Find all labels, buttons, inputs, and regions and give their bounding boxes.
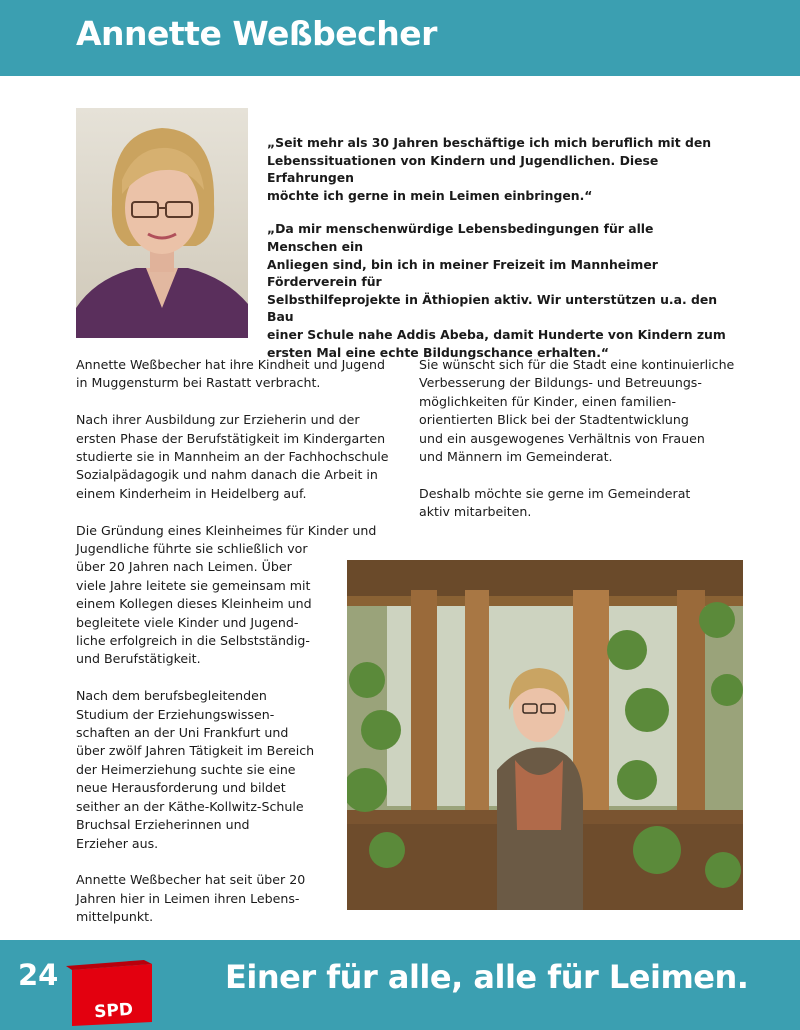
portrait-photo [76,108,248,338]
paragraph: Deshalb möchte sie gerne im Gemeinderat aktiv mitarbeiten. [419,485,691,520]
portrait-illustration [76,108,248,338]
paragraph: Annette Weßbecher hat ihre Kindheit und Jugend in Muggensturm bei Rastatt verbracht. [76,357,385,391]
paragraph: Nach dem berufsbegleitenden Studium der Erziehungswissen- schaften an der Uni Frankfurt und über zwölf Jahren Tätigkeit im Bereich der Heimerziehung suchte sie eine neue Herausforderung und bildet seither an der Käthe-Kollwitz-Schule Bruchsal Erzieherinnen und Erzieher aus. [76,688,315,851]
quote-2: „Da mir menschenwürdige Lebensbedingungen für alle Menschen ein Anliegen sind, bin ich in meiner Freizeit im Mannheimer Förderverein für Selbsthilfeprojekte in Äthiopien aktiv. Wir unterstützen u.a. den Bau einer Schule nahe Addis Abeba, damit Hunderte von Kindern zum ersten Mal eine echte Bildungschance erhalten.“ [267,221,726,360]
paragraph: Annette Weßbecher hat seit über 20 Jahren hier in Leimen ihren Lebens- mittelpunkt. [76,872,306,925]
quotes-block [267,134,727,377]
slogan: Einer für alle, alle für Leimen. [225,958,749,996]
paragraph: Nach ihrer Ausbildung zur Erzieherin und der ersten Phase der Berufstätigkeit im Kindergarten studierte sie in Mannheim an der Fachhochschule Sozialpädagogik und nahm danach die Arbeit in einem Kinderheim in Heidelberg auf. [76,412,389,501]
gazebo-photo [347,560,743,910]
page-title: Annette Weßbecher [76,14,437,53]
svg-text:SPD: SPD [93,999,134,1023]
spd-logo [64,960,160,1030]
spd-logo-icon [64,960,160,1030]
paragraph: Die Gründung eines Kleinheimes für Kinder und Jugendliche führte sie schließlich vor über 20 Jahren nach Leimen. Über viele Jahre leitete sie gemeinsam mit einem Kollegen dieses Kleinheim und begleitete viele Kinder und Jugend- liche erfolgreich in die Selbstständig- und Berufstätigkeit. [76,522,377,667]
page-number: 24 [18,958,59,992]
gazebo-illustration [347,560,743,910]
paragraph: Sie wünscht sich für die Stadt eine kontinuierliche Verbesserung der Bildungs- und Betreuungs- möglichkeiten für Kinder, einen familien- orientierten Blick bei der Stadtentwicklung und ein ausgewogenes Verhältnis von Frauen und Männern im Gemeinderat. [419,357,735,465]
right-column [419,356,759,540]
header-band [0,0,800,76]
quote-1: „Seit mehr als 30 Jahren beschäftige ich mich beruflich mit den Lebenssituationen von Kindern und Jugendlichen. Diese Erfahrungen möchte ich gerne in mein Leimen einbringen.“ [267,135,712,203]
